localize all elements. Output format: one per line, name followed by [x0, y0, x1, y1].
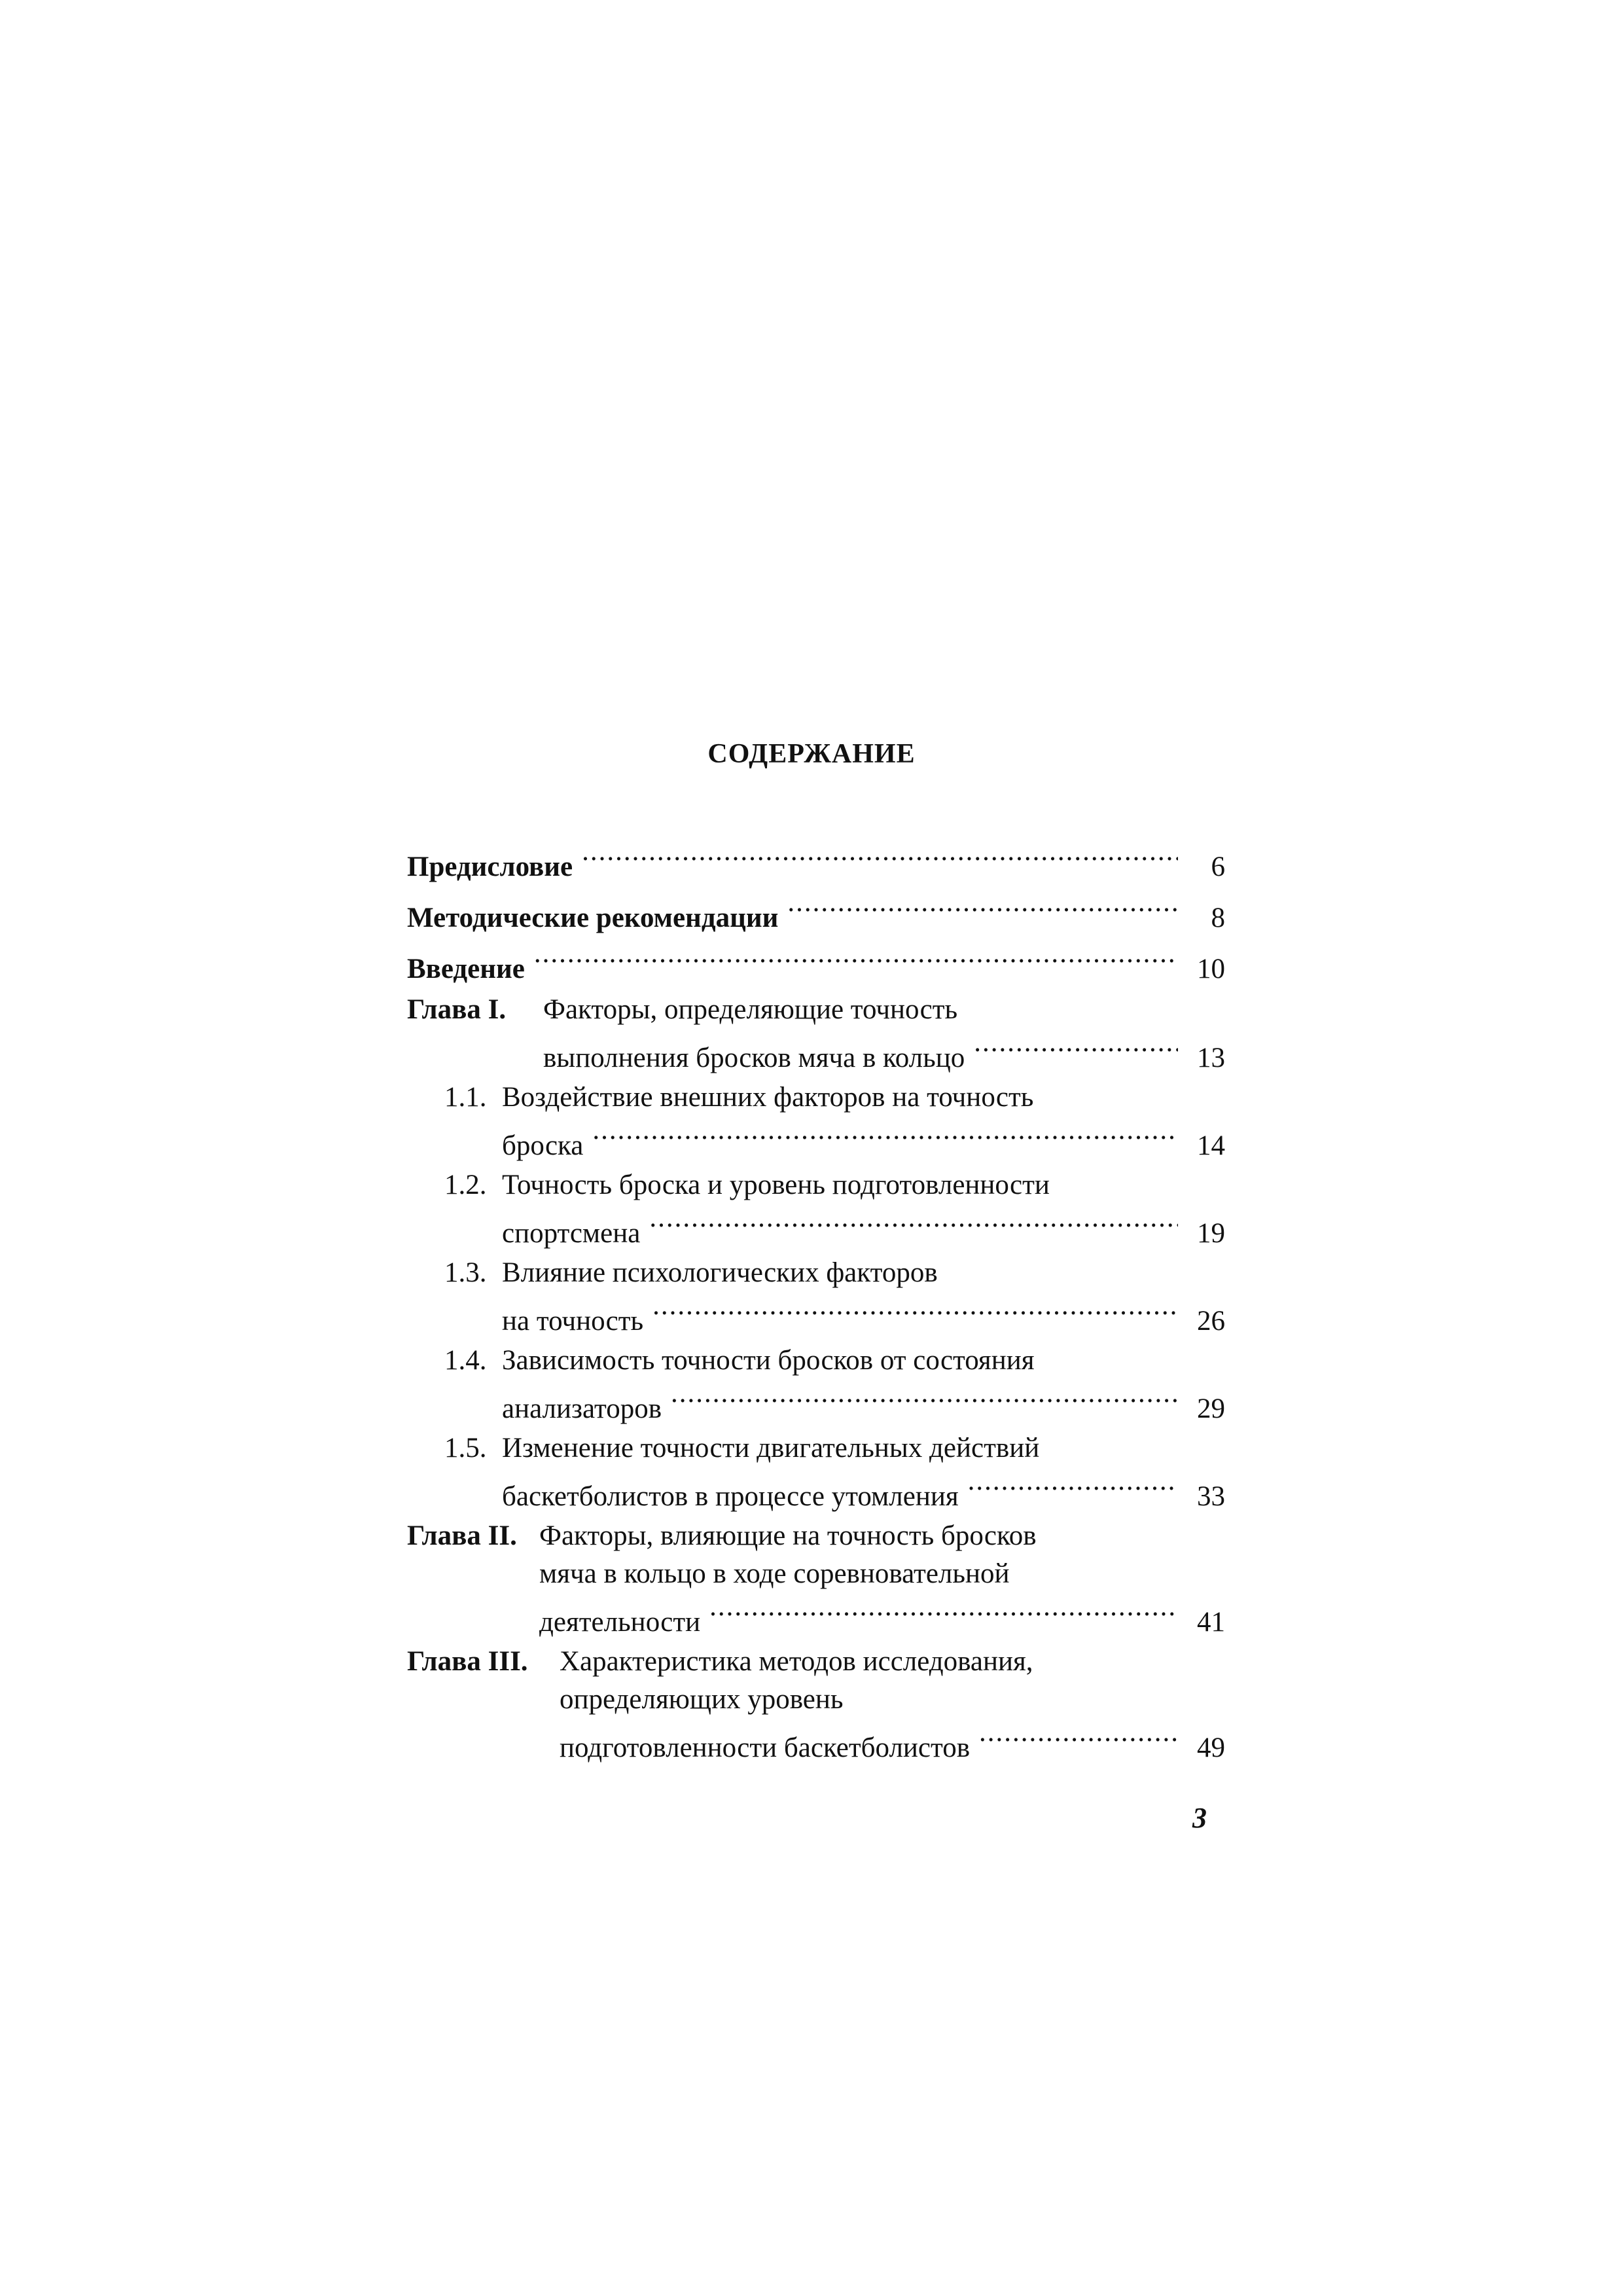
toc-page-number: 29 [1197, 1393, 1225, 1424]
toc-entry-text: анализаторов [502, 1393, 662, 1424]
toc-entry-text: Факторы, влияющие на точность бросков [539, 1520, 1037, 1551]
toc-entry-text: подготовленности баскетболистов [560, 1732, 971, 1763]
toc-entry-section-1-4 [407, 1342, 1225, 1424]
toc-entry-text: броска [502, 1130, 584, 1161]
toc-entry-label: Предисловие [407, 852, 573, 882]
toc-entry-section-1-5 [407, 1429, 1225, 1512]
toc-entry-chapter-1 [407, 991, 1225, 1073]
toc-page-number: 19 [1197, 1218, 1225, 1249]
toc-entry-text: на точность [502, 1306, 644, 1336]
dot-leader [592, 1117, 1178, 1155]
toc-entry-text: мяча в кольцо в ходе соревновательной [539, 1558, 1010, 1589]
chapter-label: Глава III. [407, 1646, 528, 1677]
toc-entry-text: выполнения бросков мяча в кольцо [543, 1043, 965, 1073]
chapter-label: Глава II. [407, 1520, 517, 1551]
toc-entry-section-1-1 [407, 1079, 1225, 1161]
toc-entry-intro [407, 940, 1225, 984]
dot-leader [534, 940, 1178, 978]
toc-entry-section-1-2 [407, 1166, 1225, 1249]
toc-entry-text: Характеристика методов исследования, [560, 1646, 1033, 1677]
dot-leader [979, 1719, 1178, 1757]
toc-entry-text: Влияние психологических факторов [502, 1257, 938, 1288]
toc-page-number: 8 [1211, 903, 1225, 933]
toc-entry-text: Зависимость точности бросков от состояния [502, 1345, 1035, 1376]
section-number: 1.4. [444, 1345, 487, 1376]
toc-entry-text: баскетболистов в процессе утомления [502, 1481, 959, 1512]
toc-entry-text: Воздействие внешних факторов на точность [502, 1082, 1034, 1113]
toc-entry-label: Методические рекомендации [407, 903, 779, 933]
dot-leader [652, 1292, 1178, 1330]
toc-entry-chapter-2 [407, 1517, 1225, 1638]
toc-entry-section-1-3 [407, 1254, 1225, 1336]
toc-page-number: 14 [1197, 1130, 1225, 1161]
dot-leader [974, 1029, 1178, 1067]
dot-leader [582, 838, 1178, 876]
dot-leader [787, 889, 1178, 927]
toc-entry-text: Изменение точности двигательных действий [502, 1433, 1040, 1463]
chapter-label: Глава I. [407, 994, 507, 1025]
page-number: 3 [1192, 1802, 1207, 1834]
toc-entry-text: Точность броска и уровень подготовленности [502, 1170, 1050, 1200]
section-number: 1.2. [444, 1170, 487, 1200]
toc-page-number: 41 [1197, 1607, 1225, 1638]
dot-leader [671, 1380, 1178, 1418]
dot-leader [649, 1204, 1178, 1242]
toc-entry-label: Введение [407, 954, 525, 984]
toc-entry-text: спортсмена [502, 1218, 641, 1249]
toc-entry-text: деятельности [539, 1607, 701, 1638]
dot-leader [968, 1467, 1178, 1505]
toc-entry-preface [407, 838, 1225, 882]
toc-entry-chapter-3 [407, 1643, 1225, 1763]
toc-page-number: 13 [1197, 1043, 1225, 1073]
page-title: СОДЕРЖАНИЕ [707, 739, 916, 769]
toc-page-number: 33 [1197, 1481, 1225, 1512]
toc-page-number: 6 [1211, 852, 1225, 882]
table-of-contents [407, 838, 1225, 1768]
toc-entry-text: Факторы, определяющие точность [543, 994, 958, 1025]
toc-page-number: 10 [1197, 954, 1225, 984]
toc-entry-text: определяющих уровень [560, 1684, 844, 1715]
toc-page-number: 49 [1197, 1732, 1225, 1763]
dot-leader [709, 1593, 1178, 1631]
section-number: 1.5. [444, 1433, 487, 1463]
section-number: 1.1. [444, 1082, 487, 1113]
section-number: 1.3. [444, 1257, 487, 1288]
toc-entry-methodical [407, 889, 1225, 933]
toc-page-number: 26 [1197, 1306, 1225, 1336]
